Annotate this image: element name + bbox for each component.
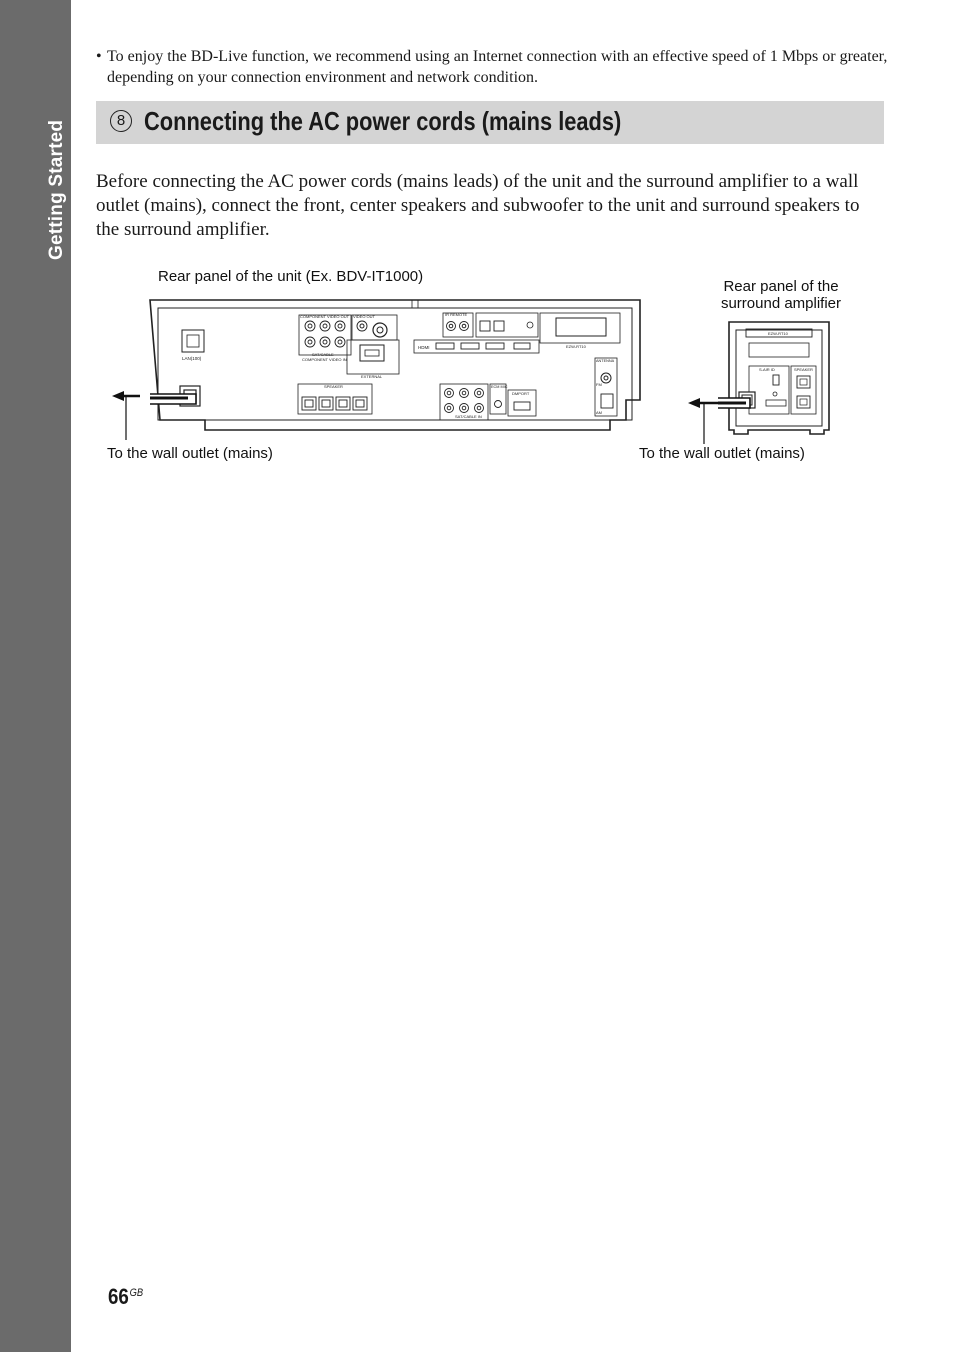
side-tab-label: Getting Started xyxy=(46,119,67,260)
amp-label-line2: surround amplifier xyxy=(720,295,842,312)
section-number: 8 xyxy=(110,110,132,132)
amp-ezw-label: EZW-RT10 xyxy=(768,331,788,336)
amp-sair-id-label: S-AIR ID xyxy=(759,367,775,372)
sat-cable-in-label: SAT/CABLE IN xyxy=(455,414,482,419)
am-label: AM xyxy=(596,410,602,415)
page-number-suffix: GB xyxy=(129,1286,144,1299)
speaker-label: SPEAKER xyxy=(324,384,343,389)
sat-cable-label: SAT/CABLE xyxy=(312,352,334,357)
page-number-value: 66 xyxy=(108,1284,129,1309)
wall-outlet-label-left: To the wall outlet (mains) xyxy=(107,445,273,462)
section-title: Connecting the AC power cords (mains leads) xyxy=(144,106,622,136)
lan-port-label: LAN(100) xyxy=(182,356,202,361)
unit-rear-panel-label: Rear panel of the unit (Ex. BDV-IT1000) xyxy=(158,268,424,285)
component-video-out-label: COMPONENT VIDEO OUT xyxy=(300,314,350,319)
intro-paragraph: Before connecting the AC power cords (mains leads) of the unit and the surround amplifier to a wall outlet (mains), connect the front, center speakers and subwoofer to the unit and surround speakers to the surround amplifier. xyxy=(96,171,860,240)
component-video-in-label: COMPONENT VIDEO IN xyxy=(302,357,347,362)
external-label: EXTERNAL xyxy=(361,374,383,379)
unit-rear-panel xyxy=(150,300,640,430)
ir-remote-label: IR REMOTE xyxy=(445,312,468,317)
ecm-mic-label: ECM MIC xyxy=(491,385,508,389)
amp-speaker-label: SPEAKER xyxy=(794,367,813,372)
amp-rear-panel xyxy=(729,322,829,434)
hdmi-label: HDMI xyxy=(418,345,430,350)
bullet-text: To enjoy the BD-Live function, we recommend using an Internet connection with an effective speed of 1 Mbps or greater, depending on your connection environment and network condition. xyxy=(107,48,888,86)
ezw-slot-label: EZW-RT10 xyxy=(566,344,586,349)
antenna-label: ANTENNA xyxy=(596,359,615,363)
dmport-label: DMPORT xyxy=(512,391,530,396)
bullet-symbol: • xyxy=(96,48,102,65)
fm-label: FM xyxy=(596,382,602,387)
wall-outlet-label-right: To the wall outlet (mains) xyxy=(639,445,805,462)
connection-diagram xyxy=(0,0,954,480)
amp-label-line1: Rear panel of the xyxy=(723,278,839,295)
video-out-label: VIDEO OUT xyxy=(353,314,376,319)
page-number xyxy=(108,1284,143,1310)
